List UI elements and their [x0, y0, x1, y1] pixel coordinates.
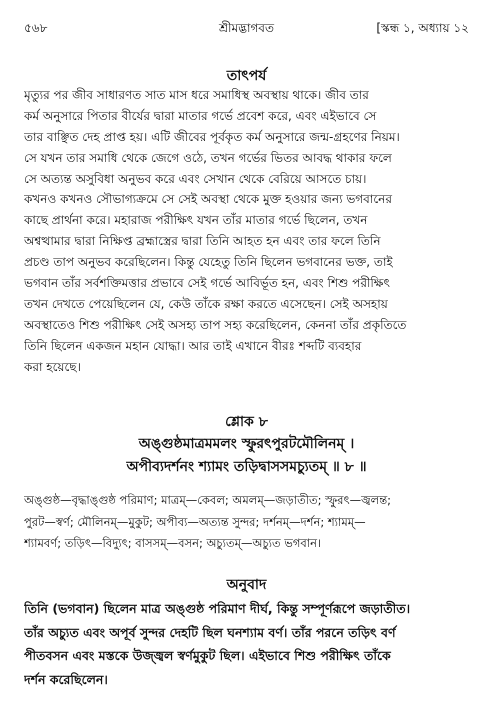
purport-line: মৃত্যুর পর জীব সাধারণত সাত মাস ধরে সমাধিস্থ অবস্থায় থাকে। জীব তার — [24, 88, 369, 102]
page-number: ৫৬৮ — [24, 21, 48, 35]
chapter-reference: [স্কন্ধ ১, অধ্যায় ১২ — [376, 21, 469, 35]
translation-line: তিনি (ভগবান) ছিলেন মাত্র অঙ্গুষ্ঠ পরিমাণ দীর্ঘ, কিন্তু সম্পূর্ণরূপে জড়াতীত। — [24, 601, 411, 616]
verse-line: অঙ্গুষ্ঠমাত্রমমলং স্ফুরৎপুরটমৌলিনম্ । — [138, 436, 355, 452]
purport-line: ভগবান তাঁর সর্বশক্তিমত্তার প্রভাবে সেই গর্ভে আবির্ভূত হন, এবং শিশু পরীক্ষিৎ — [24, 276, 390, 291]
synonyms-line: শ্যামবর্ণ; তড়িৎ—বিদ্যুৎ; বাসসম্—বসন; অচ্যুতম্—অচ্যুত ভগবান। — [24, 536, 322, 550]
synonyms-line: অঙ্গুষ্ঠ—বৃদ্ধাঙ্গুষ্ঠ পরিমাণ; মাত্রম্—কেবল; অমলম্—জড়াতীত; স্ফুরৎ—জ্বলন্ত; — [24, 493, 392, 507]
translation-line: পীতবসন এবং মস্তকে উজ্জ্বল স্বর্ণমুকুট ছিল। এইভাবে শিশু পরীক্ষিৎ তাঁকে — [24, 648, 391, 663]
purport-line: অশ্বত্থামার দ্বারা নিক্ষিপ্ত ব্রহ্মাস্ত্রের দ্বারা তিনি আহত হন এবং তার ফলে তিনি — [24, 234, 381, 249]
purport-line: কাছে প্রার্থনা করে। মহারাজ পরীক্ষিৎ যখন তাঁর মাতার গর্ভে ছিলেন, তখন — [24, 213, 368, 228]
purport-line: কখনও কখনও সৌভাগ্যক্রমে সে সেই অবস্থা থেকে মুক্ত হওয়ার জন্য ভগবানের — [24, 192, 392, 207]
purport-line: অবস্থাতেও শিশু পরীক্ষিৎ সেই অসহ্য তাপ সহ্য করেছিলেন, কেননা তাঁর প্রকৃতিতে — [24, 317, 407, 332]
purport-line: তখন দেখতে পেয়েছিলেন যে, কেউ তাঁকে রক্ষা করতে এসেছেন। সেই অসহায় — [24, 296, 388, 311]
purport-line: সে যখন তার সমাধি থেকে জেগে ওঠে, তখন গর্ভের ভিতর আবদ্ধ থাকার ফলে — [24, 150, 392, 165]
purport-line: প্রচণ্ড তাপ অনুভব করেছিলেন। কিন্তু যেহেতু তিনি ছিলেন ভগবানের ভক্ত, তাই — [24, 255, 393, 270]
verse-line: অপীব্যদর্শনং শ্যামং তড়িদ্বাসসমচ্যুতম্ ॥ ৮ ॥ — [126, 459, 367, 475]
purport-line: তার বাঞ্ছিত দেহ প্রাপ্ত হয়। এটি জীবের পূর্বকৃত কর্ম অনুসারে জন্ম-গ্রহণের নিয়ম। — [24, 129, 400, 144]
synonyms — [24, 490, 469, 555]
translation-line: তাঁর অচ্যুত এবং অপূর্ব সুন্দর দেহটি ছিল ঘনশ্যাম বর্ণ। তাঁর পরনে তড়িৎ বর্ণ — [24, 624, 396, 640]
purport-line: তিনি ছিলেন একজন মহান যোদ্ধা। আর তাই এখানে বীরঃ শব্দটি ব্যবহার — [24, 338, 362, 353]
purport-line: করা হয়েছে। — [24, 359, 81, 374]
book-title: শ্রীমদ্ভাগবত — [218, 21, 274, 35]
translation-line: দর্শন করেছিলেন। — [24, 671, 108, 687]
purport-line: সে অত্যন্ত অসুবিধা অনুভব করে এবং সেখান থেকে বেরিয়ে আসতে চায়। — [24, 171, 367, 186]
verse-heading: শ্লোক ৮ — [225, 414, 268, 430]
purport-heading: তাৎপর্য — [226, 68, 267, 84]
translation-body — [24, 597, 469, 691]
synonyms-line: পুরট—স্বর্ণ; মৌলিনম্—মুকুট; অপীব্য—অত্যন্ত সুন্দর; দর্শনম্—দর্শন; শ্যামম্— — [24, 514, 366, 529]
purport-line: কর্ম অনুসারে পিতার বীর্যের দ্বারা মাতার গর্ভে প্রবেশ করে, এবং এইভাবে সে — [24, 108, 377, 123]
purport-body — [24, 85, 469, 377]
translation-heading: অনুবাদ — [226, 577, 267, 593]
